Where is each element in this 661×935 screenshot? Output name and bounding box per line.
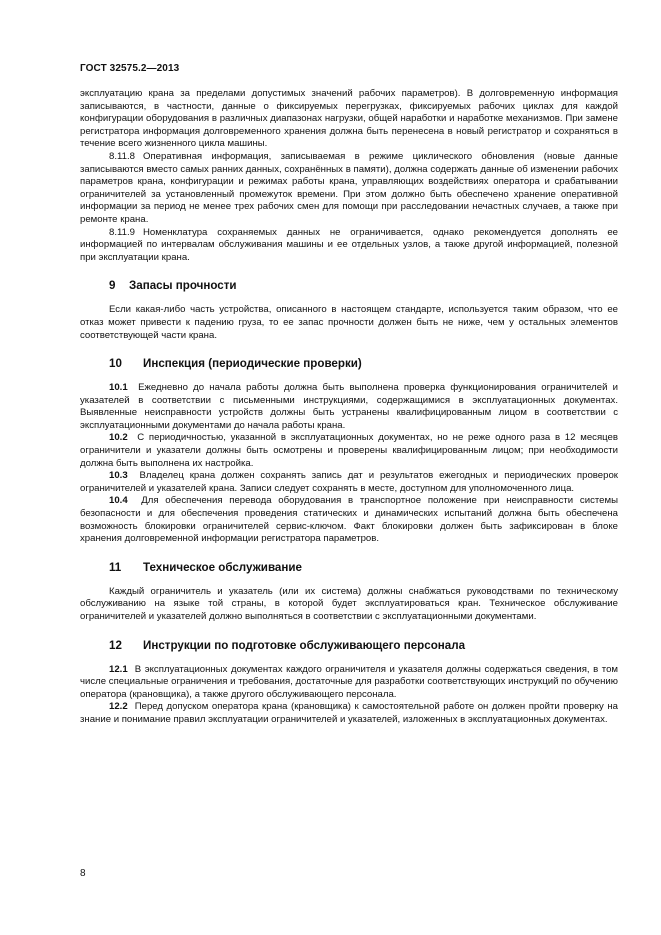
- clause-number: 10.4: [109, 495, 128, 507]
- section-title: Инструкции по подготовке обслуживающего персонала: [143, 638, 466, 652]
- section-9-text: Если какая-либо часть устройства, описанного в настоящем стандарте, используется таким образом, что ее отказ может привести к падению груза, то ее запас прочности должен быть не ниже, чем у остальных элементов соответствующей части крана.: [80, 304, 618, 341]
- clause-10-2: [80, 432, 618, 470]
- clause-10-1: [80, 382, 618, 432]
- clause-number: 12.2: [109, 701, 128, 713]
- clause-number: 10.1: [109, 382, 128, 394]
- clause-text: Ежедневно до начала работы должна быть выполнена проверка функционирования ограничителей и указателей в соответствии с письменными инструкциями, содержащимися в эксплуатационных документах. Выявленные неисправности устройств должны быть устранены квалифицированным лицом в соответствии с эксплуатационными документами до начала работы крана.: [80, 382, 618, 431]
- clause-12-1: [80, 664, 618, 702]
- section-11-heading: [80, 561, 618, 575]
- section-title: Техническое обслуживание: [143, 560, 302, 574]
- clause-10-3: [80, 470, 618, 495]
- document-header: ГОСТ 32575.2—2013: [80, 63, 180, 74]
- section-number: 11: [109, 560, 122, 574]
- clause-number: 10.3: [109, 470, 128, 482]
- clause-text: Номенклатура сохраняемых данных не ограничивается, однако рекомендуется дополнять ее информацией по интервалам обслуживания машины и ее отдельных узлов, а также другой информацией, полезной при эксплуатации крана.: [80, 226, 618, 263]
- clause-text: Перед допуском оператора крана (крановщика) к самостоятельной работе он должен пройти проверку на знание и понимание правил эксплуатации ограничителей и указателей, изложенных в эксплуатационных документах.: [80, 701, 618, 725]
- clause-text: Для обеспечения перевода оборудования в транспортное положение при неисправности системы безопасности и для обеспечения проведения статических и динамических испытаний должна быть обеспечена возможность блокировки ограничителей сервис-ключом. Факт блокировки должен быть зафиксирован в блоке хранения долговременной информации регистратора параметров.: [80, 495, 618, 545]
- section-9-heading: [80, 279, 618, 293]
- section-number: 12: [109, 638, 122, 652]
- section-title: Инспекция (периодические проверки): [143, 357, 362, 371]
- clause-10-4: [80, 495, 618, 545]
- clause-number: 12.1: [109, 663, 128, 675]
- section-number: 9: [109, 279, 116, 293]
- clause-text: Оперативная информация, записываемая в режиме циклического обновления (новые данные записываются вместо самых ранних данных, сохранённых в памяти), должна содержать данные об изменении рабочих параметров крана, конфигурации и режимах работы крана, управляющих воздействиях оператора и срабатывании ограничителей за установленный промежуток времени. При этом должно быть обеспечено хранение оперативной информации за период не менее трех рабочих смен для помощи при расследовании нечастных случаев, а также при ремонте крана.: [80, 150, 618, 225]
- section-11-text: Каждый ограничитель и указатель (или их система) должны снабжаться руководствами по техническому обслуживанию на языке той страны, в которой будет эксплуатироваться кран. Техническое обслуживание ограничителей и указателей должно выполняться в соответствии с эксплуатационными документами.: [80, 585, 618, 622]
- clause-text: С периодичностью, указанной в эксплуатационных документах, но не реже одного раза в 12 месяцев ограничители и указатели должны быть осмотрены и проверены квалифицированным лицом; при необходимости должна быть выполнена их настройка.: [80, 432, 618, 469]
- clause-number: 10.2: [109, 432, 128, 444]
- clause-number: 8.11.9: [109, 226, 135, 238]
- section-title: Запасы прочности: [129, 279, 237, 293]
- section-number: 10: [109, 357, 122, 371]
- clause-12-2: [80, 701, 618, 726]
- document-body: [80, 88, 618, 727]
- intro-paragraph: эксплуатацию крана за пределами допустимых значений рабочих параметров). В долговременную информация записываются, в частности, данные о фиксируемых перегрузках, фиксируемых рабочих циклах для каждой конфигурации оборудования в различных диапазонах нагрузки, общей наработки и наработке механизмов. При замене регистратора информация долговременного хранения должна быть перенесена в новый регистратор и сохраняться в течение всего жизненного цикла машины.: [80, 88, 618, 150]
- clause-8-11-8: [80, 151, 618, 227]
- clause-8-11-9: [80, 227, 618, 265]
- clause-text: Владелец крана должен сохранять запись дат и результатов ежегодных и периодических проверок ограничителей и указателей крана. Записи следует сохранять в месте, доступном для уполномоченного лица.: [80, 470, 618, 494]
- page-number: 8: [80, 868, 86, 879]
- clause-number: 8.11.8: [109, 150, 135, 162]
- clause-text: В эксплуатационных документах каждого ограничителя и указателя должны содержаться сведения, в том числе специальные ограничения и требования, достаточные для разработки соответствующих инструкций по обучению оператора (крановщика), а также другого обслуживающего персонала.: [80, 663, 618, 700]
- section-12-heading: [80, 639, 618, 653]
- section-10-heading: [80, 357, 618, 371]
